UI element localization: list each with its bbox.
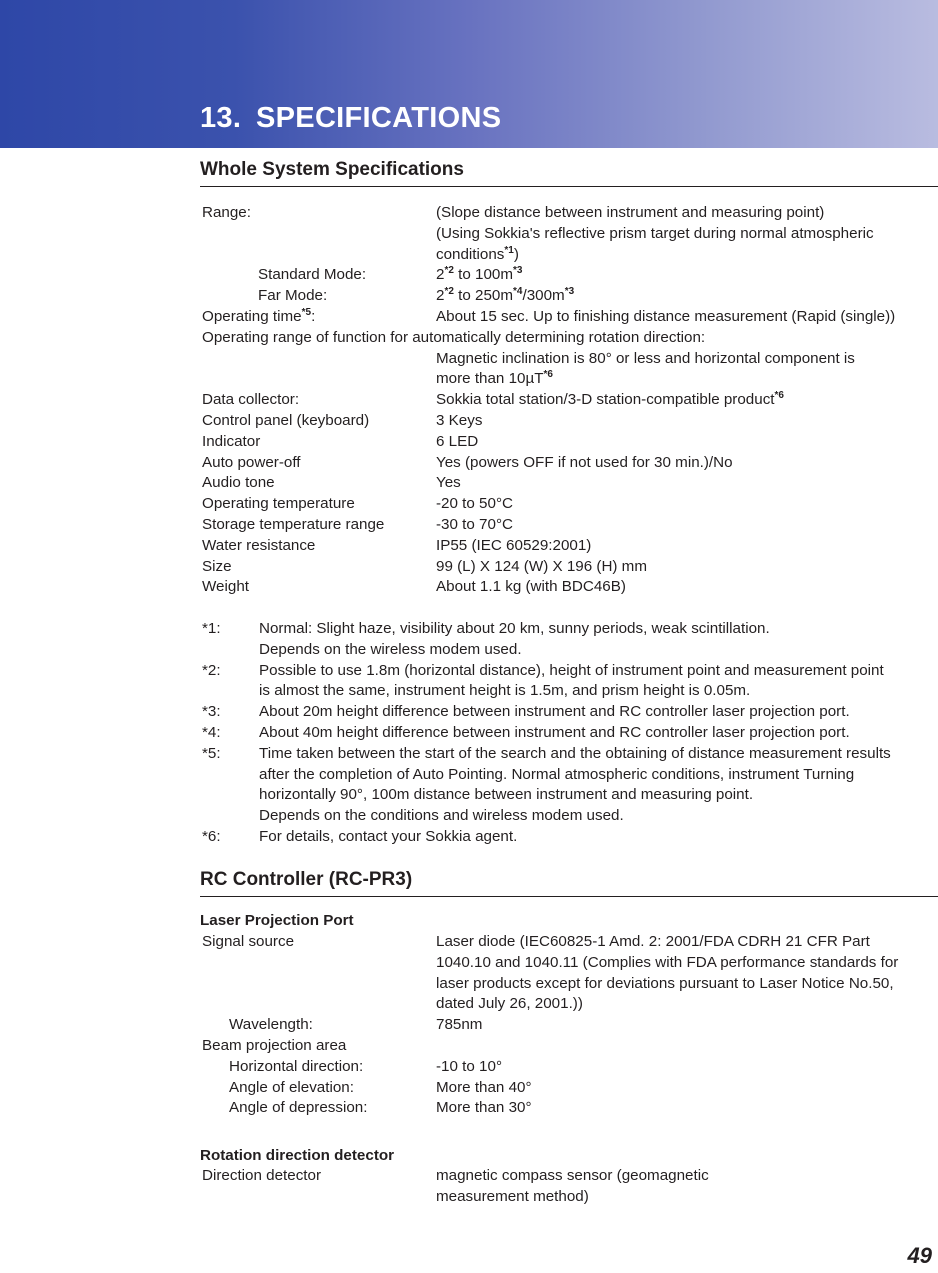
- spec-value: Yes: [436, 474, 461, 492]
- spec-value: (Using Sokkia's reflective prism target during normal atmospheric: [436, 224, 874, 242]
- footnote-key: *4:: [202, 723, 221, 741]
- footnote-text: For details, contact your Sokkia agent.: [259, 827, 518, 845]
- spec-value: 1040.10 and 1040.11 (Complies with FDA performance standards for: [436, 953, 899, 971]
- spec-row: [0, 515, 938, 536]
- footnote: [0, 744, 938, 827]
- footnote-text: is almost the same, instrument height is 1.5m, and prism height is 0.05m.: [259, 682, 751, 700]
- spec-value: laser products except for deviations pursuant to Laser Notice No.50,: [436, 974, 894, 992]
- simple-spec-rows: [0, 411, 938, 598]
- spec-label: Far Mode:: [258, 287, 328, 305]
- spec-label: Wavelength:: [229, 1016, 313, 1034]
- section-rule: [200, 186, 938, 187]
- footnote-ref: *3: [564, 286, 575, 298]
- footnote-ref: *5: [301, 306, 312, 318]
- footnote: [0, 702, 938, 723]
- footnote-text: Depends on the wireless modem used.: [259, 640, 522, 658]
- whole-system-spec-list: [0, 203, 938, 598]
- footnote-text: Time taken between the start of the search and the obtaining of distance measurement results: [259, 744, 891, 762]
- spec-value: dated July 26, 2001.)): [436, 995, 583, 1013]
- spec-row-standard-mode: [0, 265, 938, 286]
- spec-value: -20 to 50°C: [436, 495, 513, 513]
- spec-row-direction-detector: [0, 1166, 938, 1187]
- spec-value: More than 40°: [436, 1078, 532, 1096]
- footnote: [0, 619, 938, 661]
- spec-label: Operating temperature: [202, 495, 355, 513]
- spec-value: 3 Keys: [436, 411, 483, 429]
- spec-value: Yes (powers OFF if not used for 30 min.)/No: [436, 453, 733, 471]
- spec-value: -30 to 70°C: [436, 515, 513, 533]
- spec-value: 99 (L) X 124 (W) X 196 (H) mm: [436, 557, 647, 575]
- footnote-key: *5:: [202, 744, 221, 762]
- spec-row: [0, 557, 938, 578]
- spec-row: [0, 577, 938, 598]
- spec-row-range: [0, 203, 938, 224]
- spec-label: Size: [202, 557, 232, 575]
- footnote-key: *2:: [202, 661, 221, 679]
- subheading-rotation-direction-detector: Rotation direction detector: [200, 1147, 395, 1164]
- footnote-ref: *2: [444, 286, 454, 298]
- spec-value: IP55 (IEC 60529:2001): [436, 536, 592, 554]
- spec-row: [0, 536, 938, 557]
- footnote-ref: *3: [513, 265, 523, 277]
- footnote-text: Normal: Slight haze, visibility about 20 km, sunny periods, weak scintillation.: [259, 620, 770, 637]
- section-title-whole-system: Whole System Specifications: [200, 159, 464, 180]
- footnote-text: Possible to use 1.8m (horizontal distance), height of instrument point and measurement point: [259, 661, 884, 679]
- spec-row-signal-source: [0, 932, 938, 953]
- rc-controller-spec-list: [0, 932, 938, 1119]
- spec-label: Data collector:: [202, 391, 300, 409]
- footnote: [0, 723, 938, 744]
- spec-row-beam-area: [0, 1036, 938, 1057]
- spec-label: Audio tone: [202, 474, 275, 492]
- spec-row: [0, 473, 938, 494]
- footnote-key: *1:: [202, 620, 221, 637]
- spec-row: [0, 432, 938, 453]
- spec-row-operating-range: [0, 328, 938, 349]
- footnote-text: About 20m height difference between instrument and RC controller laser projection port.: [259, 703, 850, 721]
- section-title-rc-controller: RC Controller (RC-PR3): [200, 869, 413, 890]
- spec-row-far-mode: [0, 286, 938, 307]
- spec-label: Beam projection area: [202, 1036, 347, 1054]
- spec-row-elevation: [0, 1078, 938, 1099]
- spec-label: Water resistance: [202, 536, 316, 554]
- spec-label: Auto power-off: [202, 453, 301, 471]
- rotation-detector-spec-list: [0, 1166, 938, 1208]
- spec-label: Angle of depression:: [229, 1099, 368, 1117]
- spec-label: Angle of elevation:: [229, 1078, 354, 1096]
- spec-row-operating-time: [0, 307, 938, 328]
- footnote-text: after the completion of Auto Pointing. Normal atmospheric conditions, instrument Turning: [259, 765, 855, 783]
- spec-value: more than 10µT$^{*6}$: [436, 369, 553, 388]
- spec-row: [0, 453, 938, 474]
- spec-value: conditions$^{*1}$): [436, 244, 519, 263]
- footnote-ref: *6: [774, 390, 784, 402]
- footnote-text: Depends on the conditions and wireless modem used.: [259, 807, 624, 825]
- spec-row-wavelength: [0, 1015, 938, 1036]
- footnote-key: *3:: [202, 703, 221, 721]
- spec-value: magnetic compass sensor (geomagnetic: [436, 1167, 709, 1184]
- footnote-ref: *6: [543, 369, 553, 381]
- spec-value: measurement method): [436, 1187, 589, 1205]
- spec-label: Indicator: [202, 432, 261, 450]
- spec-label: Range:: [202, 204, 251, 221]
- subheading-laser-projection-port: Laser Projection Port: [200, 912, 354, 929]
- footnote: [0, 827, 938, 848]
- chapter-title: 13. SPECIFICATIONS: [200, 102, 502, 134]
- spec-label: Operating range of function for automatically determining rotation direction:: [202, 328, 706, 346]
- spec-value: Laser diode (IEC60825-1 Amd. 2: 2001/FDA CDRH 21 CFR Part: [436, 933, 870, 950]
- spec-label: Weight: [202, 578, 249, 596]
- spec-value: 785nm: [436, 1016, 483, 1034]
- spec-label: Storage temperature range: [202, 515, 385, 533]
- spec-row-data-collector: [0, 390, 938, 411]
- footnote-key: *6:: [202, 827, 221, 845]
- spec-value: About 15 sec. Up to finishing distance measurement (Rapid (single)): [436, 307, 896, 325]
- spec-value: 2$^{*2}$ to $250m^{*4}/300m^{*3}$: [436, 286, 575, 305]
- spec-label: Control panel (keyboard): [202, 411, 370, 429]
- spec-value: Sokkia total station/3-D station-compatible product$^{*6}$: [436, 390, 784, 409]
- spec-label: Standard Mode:: [258, 266, 367, 284]
- spec-value: More than 30°: [436, 1099, 532, 1117]
- spec-label: Operating time$^{*5}$:: [202, 306, 316, 325]
- spec-row-depression: [0, 1098, 938, 1119]
- footnote-text: About 40m height difference between instrument and RC controller laser projection port.: [259, 723, 850, 741]
- spec-row: [0, 411, 938, 432]
- footnote-ref: *4: [513, 286, 523, 298]
- spec-row: [0, 494, 938, 515]
- page-number: 49: [907, 1243, 932, 1268]
- footnotes: [0, 619, 938, 848]
- spec-value: 2$^{*2}$ to $100m^{*3}$: [436, 265, 523, 284]
- spec-value: -10 to 10°: [436, 1057, 503, 1075]
- spec-value: 6 LED: [436, 432, 479, 450]
- footnote: [0, 661, 938, 703]
- spec-value: Magnetic inclination is 80° or less and horizontal component is: [436, 349, 855, 367]
- spec-label: Signal source: [202, 933, 295, 950]
- spec-value: About 1.1 kg (with BDC46B): [436, 578, 626, 596]
- spec-label: Direction detector: [202, 1167, 322, 1184]
- footnote-ref: *1: [504, 244, 514, 256]
- spec-value: (Slope distance between instrument and measuring point): [436, 204, 825, 221]
- spec-label: Horizontal direction:: [229, 1057, 364, 1075]
- footnote-text: horizontally 90°, 100m distance between instrument and measuring point.: [259, 786, 754, 804]
- footnote-ref: *2: [444, 265, 454, 277]
- section-rule: [200, 896, 938, 897]
- spec-row-horizontal: [0, 1057, 938, 1078]
